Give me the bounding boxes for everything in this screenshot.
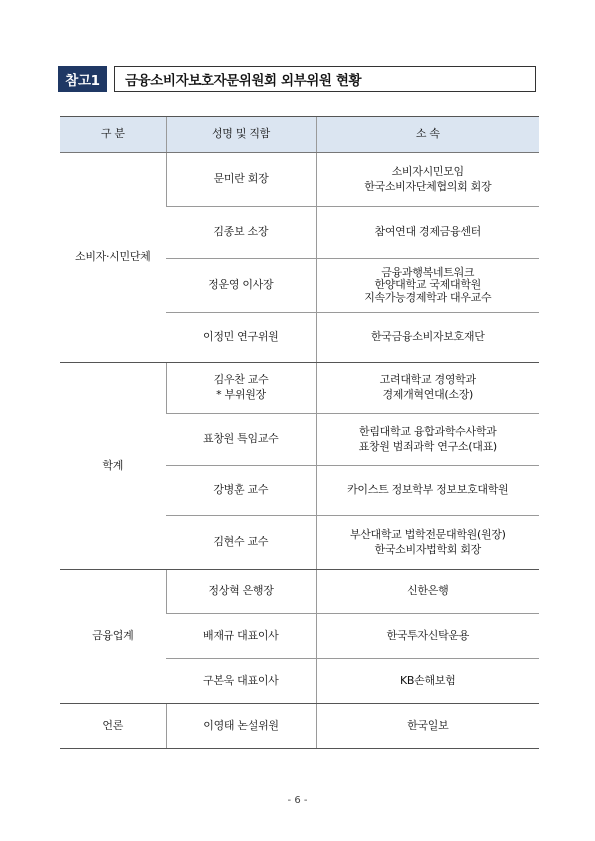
member-name <box>166 516 316 570</box>
category-consumer-civic: 소비자·시민단체 <box>60 153 166 363</box>
affiliation-line-1: 금융과행복네트워크 <box>381 265 475 279</box>
member-name-line: 배재규 대표이사 <box>203 628 279 642</box>
member-name-line: 강병훈 교수 <box>213 483 269 497</box>
member-name-line: 표창원 특임교수 <box>203 432 279 446</box>
member-affiliation <box>316 313 539 363</box>
affiliation-line-1: 한림대학교 융합과학수사학과 <box>359 424 497 438</box>
table-row <box>60 153 539 207</box>
member-name-line: 이정민 연구위원 <box>203 330 279 344</box>
member-name-line: 김현수 교수 <box>213 535 269 549</box>
affiliation-line-1: 한국금융소비자보호재단 <box>370 330 485 344</box>
member-affiliation <box>316 614 539 659</box>
affiliation-line-1: 부산대학교 법학전문대학원(원장) <box>349 527 506 541</box>
affiliation-line-2: 한국소비자단체협의회 회장 <box>364 179 492 193</box>
affiliation-line-3: 지속가능경제학과 대우교수 <box>364 290 492 304</box>
header-category: 구 분 <box>60 117 166 153</box>
member-affiliation <box>316 659 539 704</box>
table-row <box>60 704 539 749</box>
affiliation-line-1: 신한은행 <box>407 584 449 598</box>
member-name-line: 김종보 소장 <box>213 225 269 239</box>
member-name-line: 문미란 회장 <box>213 172 269 186</box>
member-affiliation <box>316 414 539 466</box>
member-name <box>166 207 316 259</box>
member-name-line: 정운영 이사장 <box>208 278 274 292</box>
member-name <box>166 704 316 749</box>
member-affiliation <box>316 704 539 749</box>
member-name-line: 구본욱 대표이사 <box>203 673 279 687</box>
member-name <box>166 570 316 614</box>
member-name <box>166 313 316 363</box>
member-role-line: * 부위원장 <box>216 388 266 401</box>
section-heading <box>58 66 536 92</box>
member-name <box>166 466 316 516</box>
affiliation-line-2: 경제개혁연대(소장) <box>382 388 474 401</box>
section-title: 금융소비자보호자문위원회 외부위원 현황 <box>114 66 536 92</box>
affiliation-line-2: 한양대학교 국제대학원 <box>374 278 481 292</box>
member-name <box>166 153 316 207</box>
table-row <box>60 570 539 614</box>
member-name <box>166 659 316 704</box>
affiliation-line-1: 한국일보 <box>407 718 449 732</box>
member-affiliation <box>316 259 539 313</box>
member-affiliation <box>316 570 539 614</box>
member-affiliation <box>316 363 539 414</box>
member-name <box>166 414 316 466</box>
member-name <box>166 363 316 414</box>
affiliation-line-1: 참여연대 경제금융센터 <box>374 225 481 239</box>
member-name <box>166 259 316 313</box>
affiliation-line-1: 고려대학교 경영학과 <box>379 373 476 387</box>
member-affiliation <box>316 516 539 570</box>
affiliation-line-2: 한국소비자법학회 회장 <box>374 542 481 556</box>
member-affiliation <box>316 466 539 516</box>
member-name-line: 이영태 논설위원 <box>203 718 279 732</box>
committee-members-table <box>60 116 539 749</box>
table-row <box>60 363 539 414</box>
page-number: - 6 - <box>287 795 308 806</box>
affiliation-line-1: 소비자시민모임 <box>391 164 464 178</box>
table-header-row <box>60 117 539 153</box>
category-academia: 학계 <box>60 363 166 570</box>
member-name-line: 정상혁 은행장 <box>208 584 274 598</box>
header-name-title: 성명 및 직함 <box>166 117 316 153</box>
category-financial-industry: 금융업계 <box>60 570 166 704</box>
heading-spacer <box>107 66 114 92</box>
member-name-line: 김우찬 교수 <box>213 373 269 387</box>
header-affiliation: 소 속 <box>316 117 539 153</box>
member-affiliation <box>316 153 539 207</box>
member-name <box>166 614 316 659</box>
member-affiliation <box>316 207 539 259</box>
affiliation-line-1: KB손해보험 <box>400 673 456 687</box>
affiliation-line-1: 한국투자신탁운용 <box>386 628 470 642</box>
category-press: 언론 <box>60 704 166 749</box>
reference-badge: 참고1 <box>58 66 107 92</box>
affiliation-line-2: 표창원 범죄과학 연구소(대표) <box>358 439 497 453</box>
affiliation-line-1: 카이스트 정보학부 정보보호대학원 <box>347 483 509 497</box>
